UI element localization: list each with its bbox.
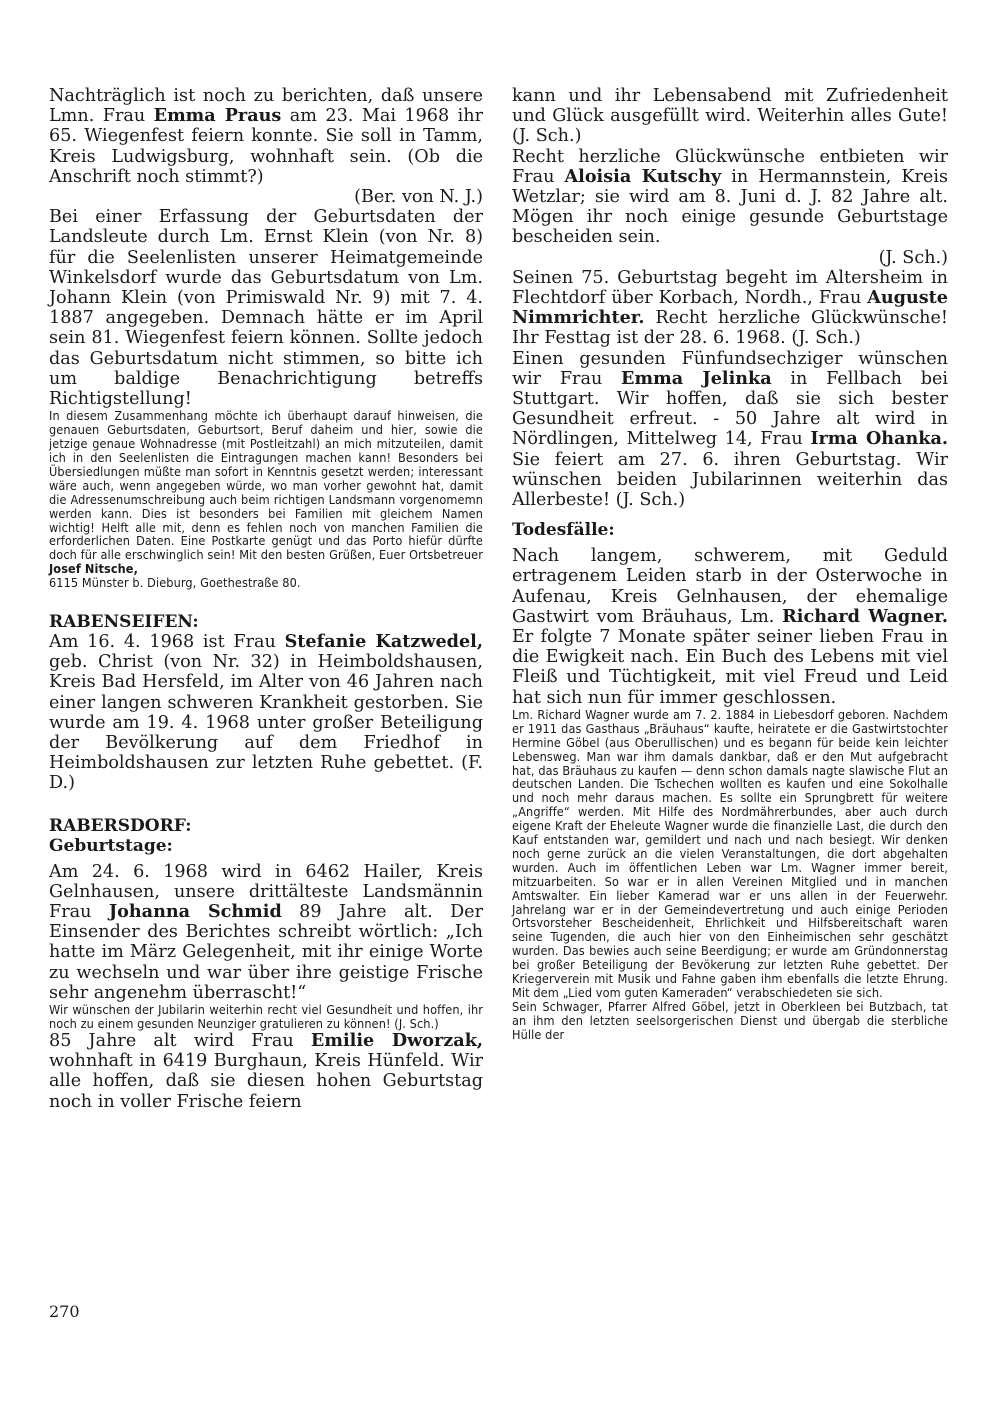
paragraph-aloisia-kutschy: Recht herzliche Glückwünsche entbieten wir Frau Aloisia Kutschy in Hermannstein, Kreis Wetzlar; sie wird am 8. Juni d. J. 82 Jahre alt. Mögen ihr noch einige gesunde Geburtstage bescheiden sein.	[512, 146, 948, 248]
note-jubilarin: Wir wünschen der Jubilarin weiterhin recht viel Gesundheit und hoffen, ihr noch zu einem gesunden Neunziger gratulieren zu können! (J. Sch.)	[49, 1002, 483, 1031]
left-column	[49, 86, 483, 1112]
paragraph-johanna-schmid: Am 24. 6. 1968 wird in 6462 Hailer, Kreis Gelnhausen, unsere drittälteste Landsmännin Frau Johanna Schmid 89 Jahre alt. Der Einsender des Berichtes schreibt wörtlich: „Ich hatte im März Gelegenheit, mit ihr einige Worte zu wechseln und war über ihre geistige Frische sehr angenehm überrascht!“	[49, 861, 484, 1003]
section-heading-rabersdorf: RABERSDORF:	[49, 815, 192, 836]
note-ortsbetreuer: In diesem Zusammenhang möchte ich überhaupt darauf hinweisen, die genauen Geburtsdaten, Geburtsort, Beruf daheim und hier, sowie die jetzige genaue Wohnadresse (mit Postleitzahl) an mich mitzuteilen, damit ich in den Seelenlisten die Eintragungen machen kann! Besonders bei Übersiedlungen müßte man sofort in Kenntnis gesetzt werden; interessant wäre auch, wenn angegeben würde, wo man vorher gewohnt hat, damit die Adressenumschreibung auch beim richtigen Landsmann vorgenomemn werden kann. Dies ist besonders bei Familien mit gleichem Namen wichtig! Helft alle mit, denn es fehlen noch von manchen Familien die erforderlichen Daten. Eine Postkarte genügt und das Porto hiefür dürfte doch für alle erschwinglich sein! Mit den besten Grüßen, Euer Ortsbetreuer Josef Nitsche, 6115 Münster b. Dieburg, Goethestraße 80.	[49, 408, 483, 591]
paragraph-continuation: kann und ihr Lebensabend mit Zufriedenheit und Glück ausgefüllt wird. Weiterhin alles Gute! (J. Sch.)	[512, 86, 948, 147]
paragraph-katzwedel: Am 16. 4. 1968 ist Frau Stefanie Katzwedel, geb. Christ (von Nr. 32) in Heimboldshausen, Kreis Bad Hersfeld, im Alter von 46 Jahren nach einer langen schweren Krankheit gestorben. Sie wurde am 19. 4. 1968 unter großer Beteiligung der Bevölkerung auf dem Friedhof in Heimboldshausen zur letzten Ruhe gebettet. (F. D.)	[49, 631, 483, 794]
name-richard-wagner: Richard Wagner.	[782, 605, 948, 627]
note-pfarrer-goebel: Sein Schwager, Pfarrer Alfred Göbel, jetzt in Oberkleen bei Butzbach, tat an ihm den letzten seelsorgerischen Dienst und übergab die sterbliche Hülle der	[512, 998, 948, 1042]
signature: (Ber. von N. J.)	[354, 187, 483, 208]
paragraph-geburtsdaten: Bei einer Erfassung der Geburtsdaten der Landsleute durch Lm. Ernst Klein (von Nr. 8) für die Seelenlisten unserer Heimatgemeinde Winkelsdorf wurde das Geburtsdatum von Lm. Johann Klein (von Primiswald Nr. 9) mit 7. 4. 1887 angegeben. Demnach hätte er im April sein 81. Wiegenfest feiern können. Sollte jedoch das Geburtsdatum nicht stimmen, so bitte ich um baldige Benachrichtigung betreffs Richtigstellung!	[49, 207, 483, 410]
name-emma-praus: Emma Praus	[153, 105, 282, 127]
subheading-geburtstage: Geburtstage:	[49, 835, 173, 856]
name-emma-jelinka: Emma Jelinka	[621, 367, 772, 389]
subheading-todesfaelle: Todesfälle:	[512, 520, 615, 541]
paragraph-emma-praus: Nachträglich ist noch zu berichten, daß unsere Lmn. Frau Emma Praus am 23. Mai 1968 ihr 65. Wiegenfest feiern konnte. Sie soll in Tamm, Kreis Ludwigsburg, wohnhaft sein. (Ob die Anschrift noch stimmt?)	[49, 86, 484, 187]
name-emilie-dworzak: Emilie Dworzak,	[310, 1029, 484, 1051]
paragraph-jelinka-ohanka: Einen gesunden Fünfundsechziger wünschen wir Frau Emma Jelinka in Fellbach bei Stuttgart. Wir hoffen, daß sie sich bester Gesundheit erfreut. - 50 Jahre alt wird in Nördlingen, Mittelweg 14, Frau Irma Ohanka. Sie feiert am 27. 6. ihren Geburtstag. Wir wünschen beiden Jubilarinnen weiterhin das Allerbeste! (J. Sch.)	[512, 348, 949, 511]
name-aloisia-kutschy: Aloisia Kutschy	[564, 165, 722, 187]
page-number: 270	[49, 1302, 80, 1321]
name-josef-nitsche: Josef Nitsche,	[49, 561, 138, 577]
section-heading-rabenseifen: RABENSEIFEN:	[49, 612, 199, 633]
name-johanna-schmid: Johanna Schmid	[108, 901, 282, 923]
paragraph-richard-wagner: Nach langem, schwerem, mit Geduld ertragenem Leiden starb in der Osterwoche in Aufenau, Kreis Gelnhausen, der ehemalige Gastwirt vom Bräuhaus, Lm. Richard Wagner. Er folgte 7 Monate später seiner lieben Frau in die Ewigkeit nach. Ein Buch des Lebens mit viel Fleiß und Tüchtigkeit, mit viel Freud und Leid hat sich nun für immer geschlossen.	[512, 546, 948, 708]
paragraph-auguste-nimmrichter: Seinen 75. Geburtstag begeht im Altersheim in Flechtdorf über Korbach, Nordh., Frau Auguste Nimmrichter. Recht herzliche Glückwünsche! Ihr Festtag ist der 28. 6. 1968. (J. Sch.)	[512, 267, 948, 349]
address: 6115 Münster b. Dieburg, Goethestraße 80.	[49, 575, 301, 591]
note-wagner-biography: Lm. Richard Wagner wurde am 7. 2. 1884 in Liebesdorf geboren. Nachdem er 1911 das Gasthaus „Bräuhaus“ kaufte, heiratete er die Gastwirtstochter Hermine Göbel (aus Oberullischen) und es begann für beide kein leichter Lebensweg. Man war ihm damals dankbar, daß er den Mut aufgebracht hat, das Bräuhaus zu kaufen — denn schon damals nagte slawische Flut an deutschen Landen. Die Tschechen wollten es kaufen und eine Sokolhalle und noch mehr daraus machen. Es sollte ein Sprungbrett für weitere „Angriffe“ werden. Mit Hilfe des Nordmährerbundes, aber auch durch eigene Kraft der Eheleute Wagner wurde die finanzielle Last, die durch den Kauf entstanden war, gemildert und nach und nach besiegt. Wir denken noch gerne zurück an die vielen Veranstaltungen, die dort abgehalten wurden. Auch im öffentlichen Leben war Lm. Wagner immer bereit, mitzuarbeiten. So war er in allen Vereinen Mitglied und in manchen Amtswalter. Ein lieber Kamerad war er uns allen in der Feuerwehr. Jahrelang war er in der Gemeindevertretung und auch einige Perioden Ortsvorsteher Bescheidenheit, Ehrlichkeit und Hilfsbereitschaft waren seine Tugenden, die auch hier von den Einheimischen sehr geschätzt wurden. Das bewies auch seine Beerdigung; er wurde am Gründonnerstag bei großer Beteiligung der Bevökerung zur letzten Ruhe gebettet. Der Kriegerverein mit Musik und Fahne gaben ihm ebenfalls die letzte Ehrung. Mit dem „Lied vom guten Kameraden“ verabschiedeten sie sich.	[512, 706, 948, 1001]
name-irma-ohanka: Irma Ohanka.	[810, 428, 949, 450]
signature: (J. Sch.)	[878, 247, 948, 268]
paragraph-emilie-dworzak: 85 Jahre alt wird Frau Emilie Dworzak, wohnhaft in 6419 Burghaun, Kreis Hünfeld. Wir alle hoffen, daß sie diesen hohen Geburtstag noch in voller Frische feiern	[49, 1029, 484, 1112]
name-auguste-nimmrichter: Auguste Nimmrichter.	[512, 287, 948, 329]
name-stefanie-katzwedel: Stefanie Katzwedel,	[284, 631, 483, 653]
right-column	[512, 86, 948, 1042]
